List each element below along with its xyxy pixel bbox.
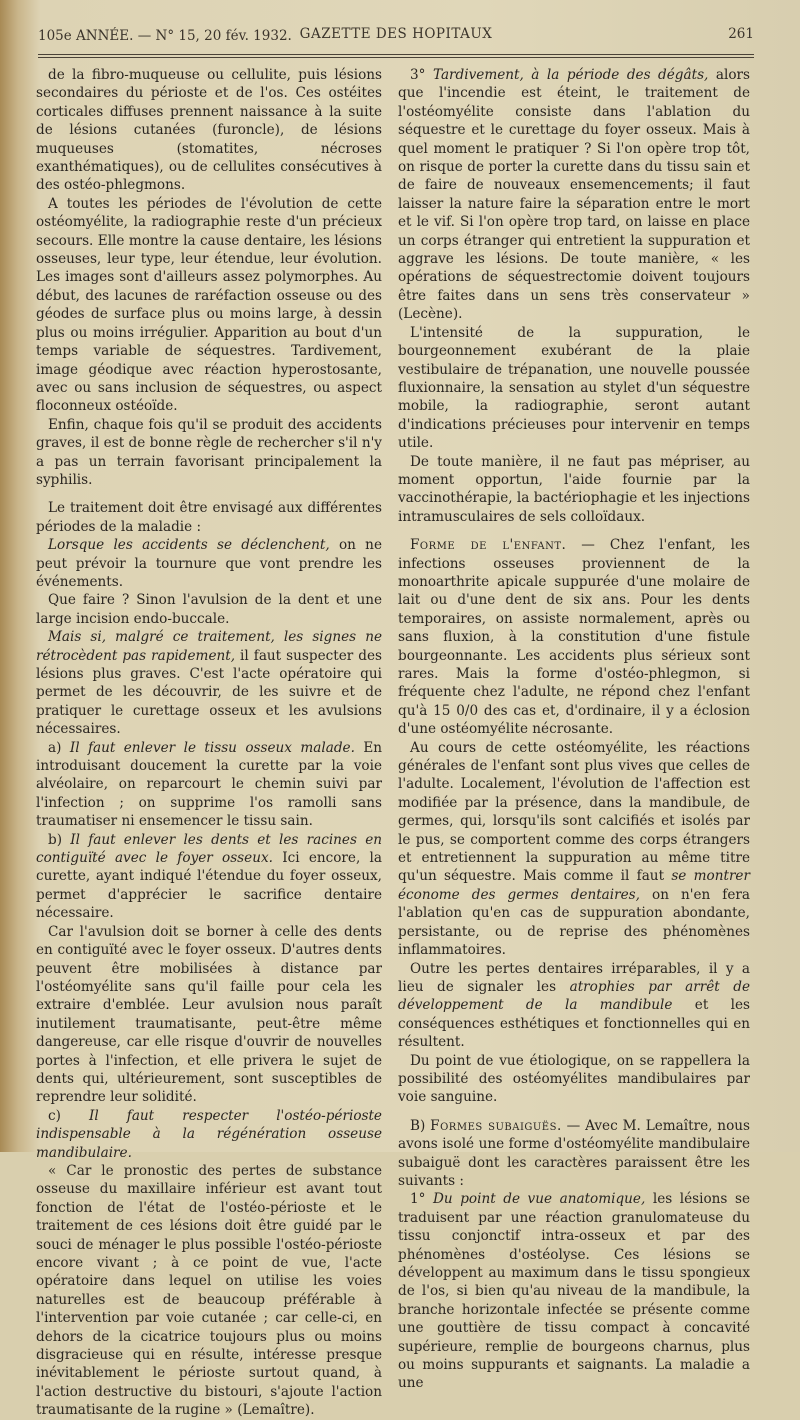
paragraph-text: les lésions se traduisent par une réaction granulomateuse du tissu conjonctif intra-osseux et par des phénomènes d'ostéolyse. Ces lésions se développent au maximum dans le tissu spongieux de l'os, si bien qu'au niveau de la mandibule, la branche horizontale infectée se présente comme une gouttière de tissu compact à concavité supérieure, remplie de bourgeons charnus, plus ou moins suppurants et saignants. La maladie a une [398,1191,750,1392]
paragraph [36,416,382,490]
paragraph [36,591,382,628]
paragraph-text: Outre les pertes dentaires irréparables, il y a lieu de signaler les [398,960,750,995]
paragraph-sc: Formes subaiguës. [430,1117,562,1134]
paragraph [36,739,382,831]
paragraph-prefix: a) [48,739,70,756]
paragraph [398,960,750,1052]
paragraph-text: — Avec M. Lemaître, nous avons isolé une forme d'ostéomyélite mandibulaire subaiguë dont les caractères paraissent être les suivants : [398,1117,750,1189]
paragraph-text: Que faire ? Sinon l'avulsion de la dent et une large incision endo-buccale. [36,592,382,627]
paragraph-text: il faut suspecter des lésions plus graves. C'est l'acte opératoire qui permet de les découvrir, de les suivre et de pratiquer le curettage osseux et les avulsions nécessaires. [36,647,382,738]
paragraph [36,628,382,738]
paragraph [36,195,382,416]
header-rule-secondary [38,57,754,58]
paragraph [398,324,750,453]
left-column [36,66,382,1420]
paragraph-text: alors que l'incendie est éteint, le traitement de l'ostéomyélite consiste dans l'ablation du séquestre et le curettage du foyer osseux. Mais à quel moment le pratiquer ? Si l'on opère trop tôt, on risque de porter la curette dans du tissu sain et de faire de nouveaux ensemencements; il faut laisser la nature faire la séparation entre le mort et le vif. Si l'on opère trop tard, on laisse en place un corps étranger qui entretient la suppuration et aggrave les lésions. De toute manière, « les opérations de séquestrectomie doivent toujours être faites dans un sens très conservateur » (Lecène). [398,67,750,323]
paragraph-text: Du point de vue étiologique, on se rappellera la possibilité des ostéomyélites mandibulaires par voie sanguine. [398,1052,750,1106]
paragraph-sc: Forme de l'enfant. [410,537,567,554]
paragraph-text: Au cours de cette ostéomyélite, les réactions générales de l'enfant sont plus vives que celles de l'adulte. Localement, l'évolution de l'affection est modifiée par la présence, dans la mandibule, de germes, qui, lorsqu'ils sont calcifiés et isolés par le pus, se comportent comme des corps étrangers et entretiennent la suppuration au même titre qu'un séquestre. Mais comme il faut [398,739,750,885]
paragraph [36,831,382,923]
paragraph-em2: atrophies par arrêt de développement de la mandibule [398,978,751,1014]
paragraph [398,1052,750,1107]
paragraph-gap [36,489,382,499]
paragraph-em: Mais si, malgré ce traitement, les signes ne rétrocèdent pas rapidement, [36,629,382,664]
paragraph-prefix: 1° [410,1191,434,1208]
header-rule [38,54,754,55]
journal-title: GAZETTE DES HOPITAUX [299,26,493,42]
paragraph-text: De toute manière, il ne faut pas mépriser, au moment opportun, l'aide fournie par la vaccinothérapie, la bactériophagie et les injections intramusculaires de sels colloïdaux. [398,453,750,525]
paragraph-prefix: b) [48,831,71,848]
paragraph-em: Lorsque les accidents se déclenchent, [48,537,330,554]
paragraph [36,923,382,1107]
paragraph-text: de la fibro-muqueuse ou cellulite, puis lésions secondaires du périoste et de l'os. Ces ostéites corticales diffuses prennent naissance à la suite de lésions cutanées (furoncle), de lésions muqueuses (stomatites, nécroses exanthématiques), ou de cellulites consécutives à des ostéo-phlegmons. [36,67,382,194]
issue-info: 105e ANNÉE. — N° 15, 20 fév. 1932. [38,28,292,44]
paragraph-text: L'intensité de la suppuration, le bourgeonnement exubérant de la plaie vestibulaire de trépanation, une nouvelle poussée fluxionnaire, la sensation au stylet d'un séquestre mobile, la radiographie, seront autant d'indications précieuses pour intervenir en temps utile. [398,324,750,452]
paragraph-text: « Car le pronostic des pertes de substance osseuse du maxillaire inférieur est avant tout fonction de l'état de l'ostéo-périoste et le traitement de ces lésions doit être guidé par le souci de ménager le plus possible l'ostéo-périoste encore vivant ; à ce point de vue, l'acte opératoire dans lequel on utilise les voies naturelles est de beaucoup préférable à l'intervention par voie cutanée ; car celle-ci, en dehors de la cicatrice toujours plus ou moins disgracieuse qui en résulte, intéresse presque inévitablement le périoste surtout quand, à l'action destructive du bistouri, s'ajoute l'action traumatisante de la rugine » (Lemaître). [36,1162,382,1419]
paragraph-em: Il faut enlever le tissu osseux malade. [69,739,355,756]
paragraph-prefix: B) [410,1117,431,1134]
paragraph-gap [398,1107,750,1117]
paragraph-text2: on n'en fera l'ablation qu'en cas de suppuration abondante, persistante, ou de reprise des phénomènes inflammatoires. [398,886,750,959]
paragraph-text: Car l'avulsion doit se borner à celle des dents en contiguïté avec le foyer osseux. D'autres dents peuvent être mobilisées à distance par l'ostéomyélite sans qu'il faille pour cela les extraire d'emblée. Leur avulsion nous paraît inutilement traumatisante, peut-être même dangereuse, car elle risque d'ouvrir de nouvelles portes à l'infection, et elle privera le sujet de dents qui, ultérieurement, sont susceptibles de reprendre leur solidité. [36,923,382,1106]
paragraph-text: En introduisant doucement la curette par la voie alvéolaire, on reparcourt le chemin suivi par l'infection ; on supprime l'os ramolli sans traumatiser ni ensemencer le tissu sain. [36,739,383,830]
paragraph [398,536,750,738]
paragraph-text: A toutes les périodes de l'évolution de cette ostéomyélite, la radiographie reste d'un précieux secours. Elle montre la cause dentaire, les lésions osseuses, leur type, leur étendue, leur évolution. Les images sont d'ailleurs assez polymorphes. Au début, des lacunes de raréfaction osseuse ou des géodes de surface plus ou moins large, à dessin plus ou moins irrégulier. Apparition au bout d'un temps variable de séquestres. Tardivement, image géodique avec réaction hyperostosante, avec ou sans inclusion de séquestres, ou aspect floconneux ostéoïde. [36,195,382,415]
paragraph [398,1190,750,1392]
paragraph-text: on ne peut prévoir la tournure que vont prendre les événements. [36,537,382,590]
paragraph-text: Le traitement doit être envisagé aux différentes périodes de la maladie : [36,500,382,535]
paragraph-text: Enfin, chaque fois qu'il se produit des accidents graves, il est de bonne règle de rechercher s'il n'y a pas un terrain favorisant principalement la syphilis. [36,416,382,488]
right-column [398,66,750,1393]
paragraph [398,1117,750,1191]
paragraph [398,739,750,960]
paragraph [36,66,382,195]
paragraph-prefix: c) [48,1107,89,1124]
paragraph [36,499,382,536]
paragraph-em: Du point de vue anatomique, [433,1191,646,1208]
paragraph-em: Tardivement, à la période des dégâts, [432,67,709,83]
page-number: 261 [728,26,754,42]
paragraph [36,1162,382,1420]
paragraph-em: Il faut respecter l'ostéo-périoste indispensable à la régénération osseuse mandibulaire. [36,1107,382,1161]
paragraph [36,536,382,591]
paragraph-text: Ici encore, la curette, ayant indiqué l'étendue du foyer osseux, permet d'apprécier le sacrifice dentaire nécessaire. [36,850,382,922]
paragraph [36,1107,382,1162]
paragraph [398,453,750,527]
paragraph-text: — Chez l'enfant, les infections osseuses proviennent de la monoarthrite apicale suppurée d'une molaire de lait ou d'une dent de six ans. Pour les dents temporaires, on assiste normalement, après ou sans fluxion, à la constitution d'une fistule bourgeonnante. Les accidents plus sérieux sont rares. Mais la forme d'ostéo-phlegmon, si fréquente chez l'adulte, ne répond chez l'enfant qu'à 15 0/0 des cas et, d'ordinaire, il y a éclosion d'une ostéomyélite nécrosante. [398,537,750,738]
paragraph-text2: et les conséquences esthétiques et fonctionnelles qui en résultent. [398,997,750,1051]
running-header [38,22,754,48]
paragraph [398,66,750,324]
paragraph-em2: se montrer économe des germes dentaires, [398,868,750,903]
paragraph-prefix: 3° [410,67,433,83]
paragraph-em: Il faut enlever les dents et les racines en contiguïté avec le foyer osseux. [36,831,382,867]
paragraph-gap [398,526,750,536]
